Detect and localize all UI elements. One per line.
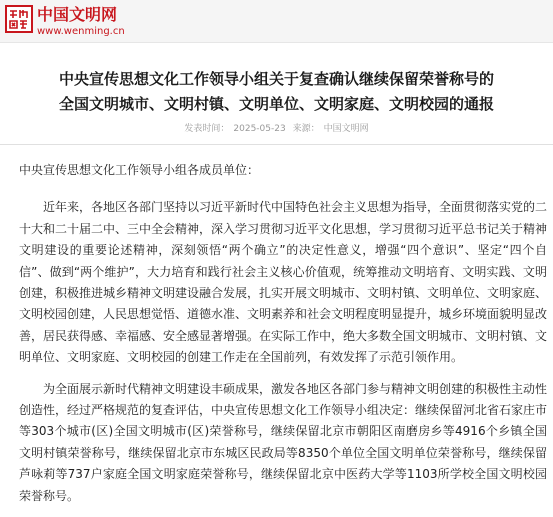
wenming-seal-icon[interactable] (5, 5, 33, 33)
article-paragraph-2: 为全面展示新时代精神文明建设丰硕成果，激发各地区各部门参与精神文明创建的积极性主动性创造性，经过严格规范的复查评估，中央宣传思想文化工作领导小组决定：继续保留河北省石家庄市等303个城市(区)全国文明城市(区)荣誉称号，继续保留北京市朝阳区南磨房乡等4916个乡镇全国文明村镇荣誉称号，继续保留北京市东城区民政局等8350个单位全国文明单位荣誉称号，继续保留芦咏莉等737户家庭全国文明家庭荣誉称号，继续保留北京中医药大学等1103所学校全国文明校园荣誉称号。 (19, 381, 548, 503)
article-meta (0, 121, 553, 134)
title-divider (0, 144, 553, 145)
article-salutation: 中央宣传思想文化工作领导小组各成员单位： (19, 163, 260, 177)
article-paragraph-1: 近年来，各地区各部门坚持以习近平新时代中国特色社会主义思想为指导，全面贯彻落实党的二十大和二十届二中、三中全会精神，深入学习贯彻习近平文化思想，学习贯彻习近平总书记关于精神文明建设的重要论述精神，深刻领悟“两个确立”的决定性意义，增强“四个意识”、坚定“四个自信”、做到“两个维护”，大力培育和践行社会主义核心价值观，统筹推动文明培育、文明实践、文明创建，积极推进城乡精神文明建设融合发展，扎实开展文明城市、文明村镇、文明单位、文明家庭、文明校园创建，人民思想觉悟、道德水准、文明素养和社会文明程度明显提升，城乡环境面貌明显改善，居民获得感、幸福感、安全感显著增强。在实际工作中，绝大多数全国文明城市、文明村镇、文明单位、文明家庭、文明校园的创建工作走在全国前列，有效发挥了示范引领作用。 (19, 200, 548, 365)
article-title (0, 67, 553, 117)
article-title-line-1: 中央宣传思想文化工作领导小组关于复查确认继续保留荣誉称号的 (58, 70, 494, 88)
article-body (19, 160, 547, 507)
article-title-line-2: 全国文明城市、文明村镇、文明单位、文明家庭、文明校园的通报 (58, 95, 494, 113)
site-header (0, 0, 553, 43)
site-name[interactable]: 中国文明网 (37, 5, 118, 24)
site-url[interactable]: www.wenming.cn (37, 26, 125, 37)
source-name: 中国文明网 (323, 124, 369, 134)
source-label: 来源： (292, 124, 320, 134)
publish-time: 2025-05-23 (233, 124, 286, 134)
publish-time-label: 发表时间： (184, 124, 230, 134)
